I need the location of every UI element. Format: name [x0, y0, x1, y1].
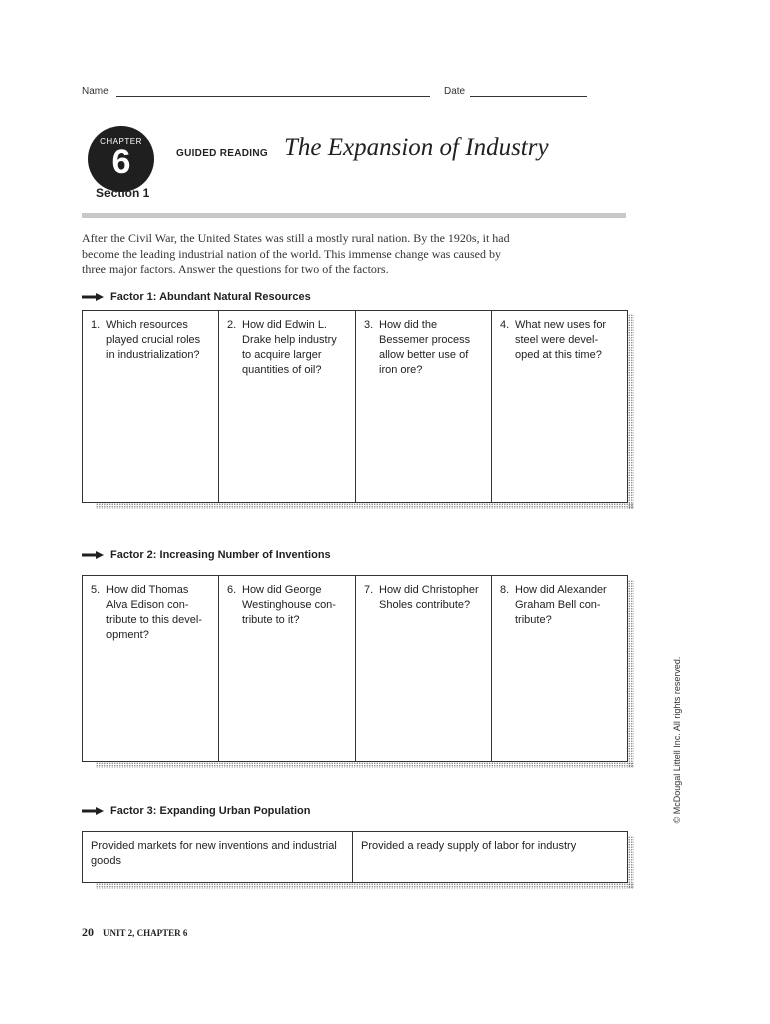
page-number: 20	[82, 925, 94, 939]
intro-paragraph: After the Civil War, the United States was still a mostly rural nation. By the 1920s, it had become the leading industrial nation of the world. This immense change was caused by three major factors. Answer the questions for two of the factors.	[82, 231, 510, 276]
factor1-grid	[82, 310, 628, 503]
question-text: How did George Westinghouse con-tribute to it?	[242, 584, 336, 626]
question-number: 7.	[364, 584, 374, 596]
question-cell-7[interactable]	[356, 576, 492, 761]
chapter-word: CHAPTER	[100, 137, 142, 146]
question-cell-6[interactable]	[219, 576, 356, 761]
arrow-icon	[82, 807, 104, 815]
question-number: 4.	[500, 319, 510, 331]
question-cell-4[interactable]	[492, 311, 627, 502]
question-text: How did the Bessemer process allow better use of iron ore?	[379, 319, 471, 376]
date-field-line[interactable]	[470, 96, 587, 97]
grid-shadow-bottom	[96, 883, 634, 889]
factor3-grid	[82, 831, 628, 883]
question-cell-1[interactable]	[83, 311, 219, 502]
question-number: 2.	[227, 319, 237, 331]
question-text: Which resources played crucial roles in industrialization?	[106, 319, 201, 361]
chapter-badge	[88, 126, 154, 192]
factor2-grid	[82, 575, 628, 762]
factor3-cell-markets[interactable]: Provided markets for new inventions and industrial goods	[83, 832, 353, 882]
factor1-heading	[82, 291, 311, 303]
header-divider	[82, 213, 626, 218]
arrow-icon	[82, 293, 104, 301]
factor2-heading	[82, 549, 331, 561]
grid-shadow-right	[628, 580, 634, 768]
question-cell-2[interactable]	[219, 311, 356, 502]
section-label: Section 1	[96, 186, 150, 200]
question-cell-5[interactable]	[83, 576, 219, 761]
factor3-heading-text: Factor 3: Expanding Urban Population	[110, 805, 311, 817]
question-text: What new uses for steel were devel-oped at this time?	[515, 319, 607, 361]
question-text: How did Edwin L. Drake help industry to acquire larger quantities of oil?	[242, 319, 337, 376]
question-number: 8.	[500, 584, 510, 596]
copyright-notice: © McDougal Littell Inc. All rights reserved.	[672, 656, 682, 824]
grid-shadow-right	[628, 836, 634, 888]
grid-shadow-bottom	[96, 762, 634, 768]
page-title: The Expansion of Industry	[284, 134, 549, 161]
date-label: Date	[444, 86, 466, 97]
question-cell-3[interactable]	[356, 311, 492, 502]
guided-reading-label: GUIDED READING	[176, 148, 268, 159]
arrow-icon	[82, 551, 104, 559]
question-text: How did Thomas Alva Edison con-tribute to this devel-opment?	[106, 584, 202, 641]
question-text: How did Christopher Sholes contribute?	[379, 584, 479, 611]
question-cell-8[interactable]	[492, 576, 627, 761]
factor3-cell-labor[interactable]: Provided a ready supply of labor for industry	[361, 840, 577, 852]
name-label: Name	[82, 86, 109, 97]
name-field-line[interactable]	[116, 96, 430, 97]
unit-chapter-label: UNIT 2, CHAPTER 6	[103, 928, 188, 938]
question-number: 3.	[364, 319, 374, 331]
question-text: How did Alexander Graham Bell con-tribute?	[515, 584, 607, 626]
grid-shadow-bottom	[96, 503, 634, 509]
question-number: 1.	[91, 319, 101, 331]
factor2-heading-text: Factor 2: Increasing Number of Inventions	[110, 549, 331, 561]
question-number: 6.	[227, 584, 237, 596]
factor3-heading	[82, 805, 310, 817]
grid-shadow-right	[628, 314, 634, 509]
factor1-heading-text: Factor 1: Abundant Natural Resources	[110, 291, 311, 303]
chapter-number: 6	[111, 143, 131, 181]
page-footer	[82, 925, 187, 940]
question-number: 5.	[91, 584, 101, 596]
